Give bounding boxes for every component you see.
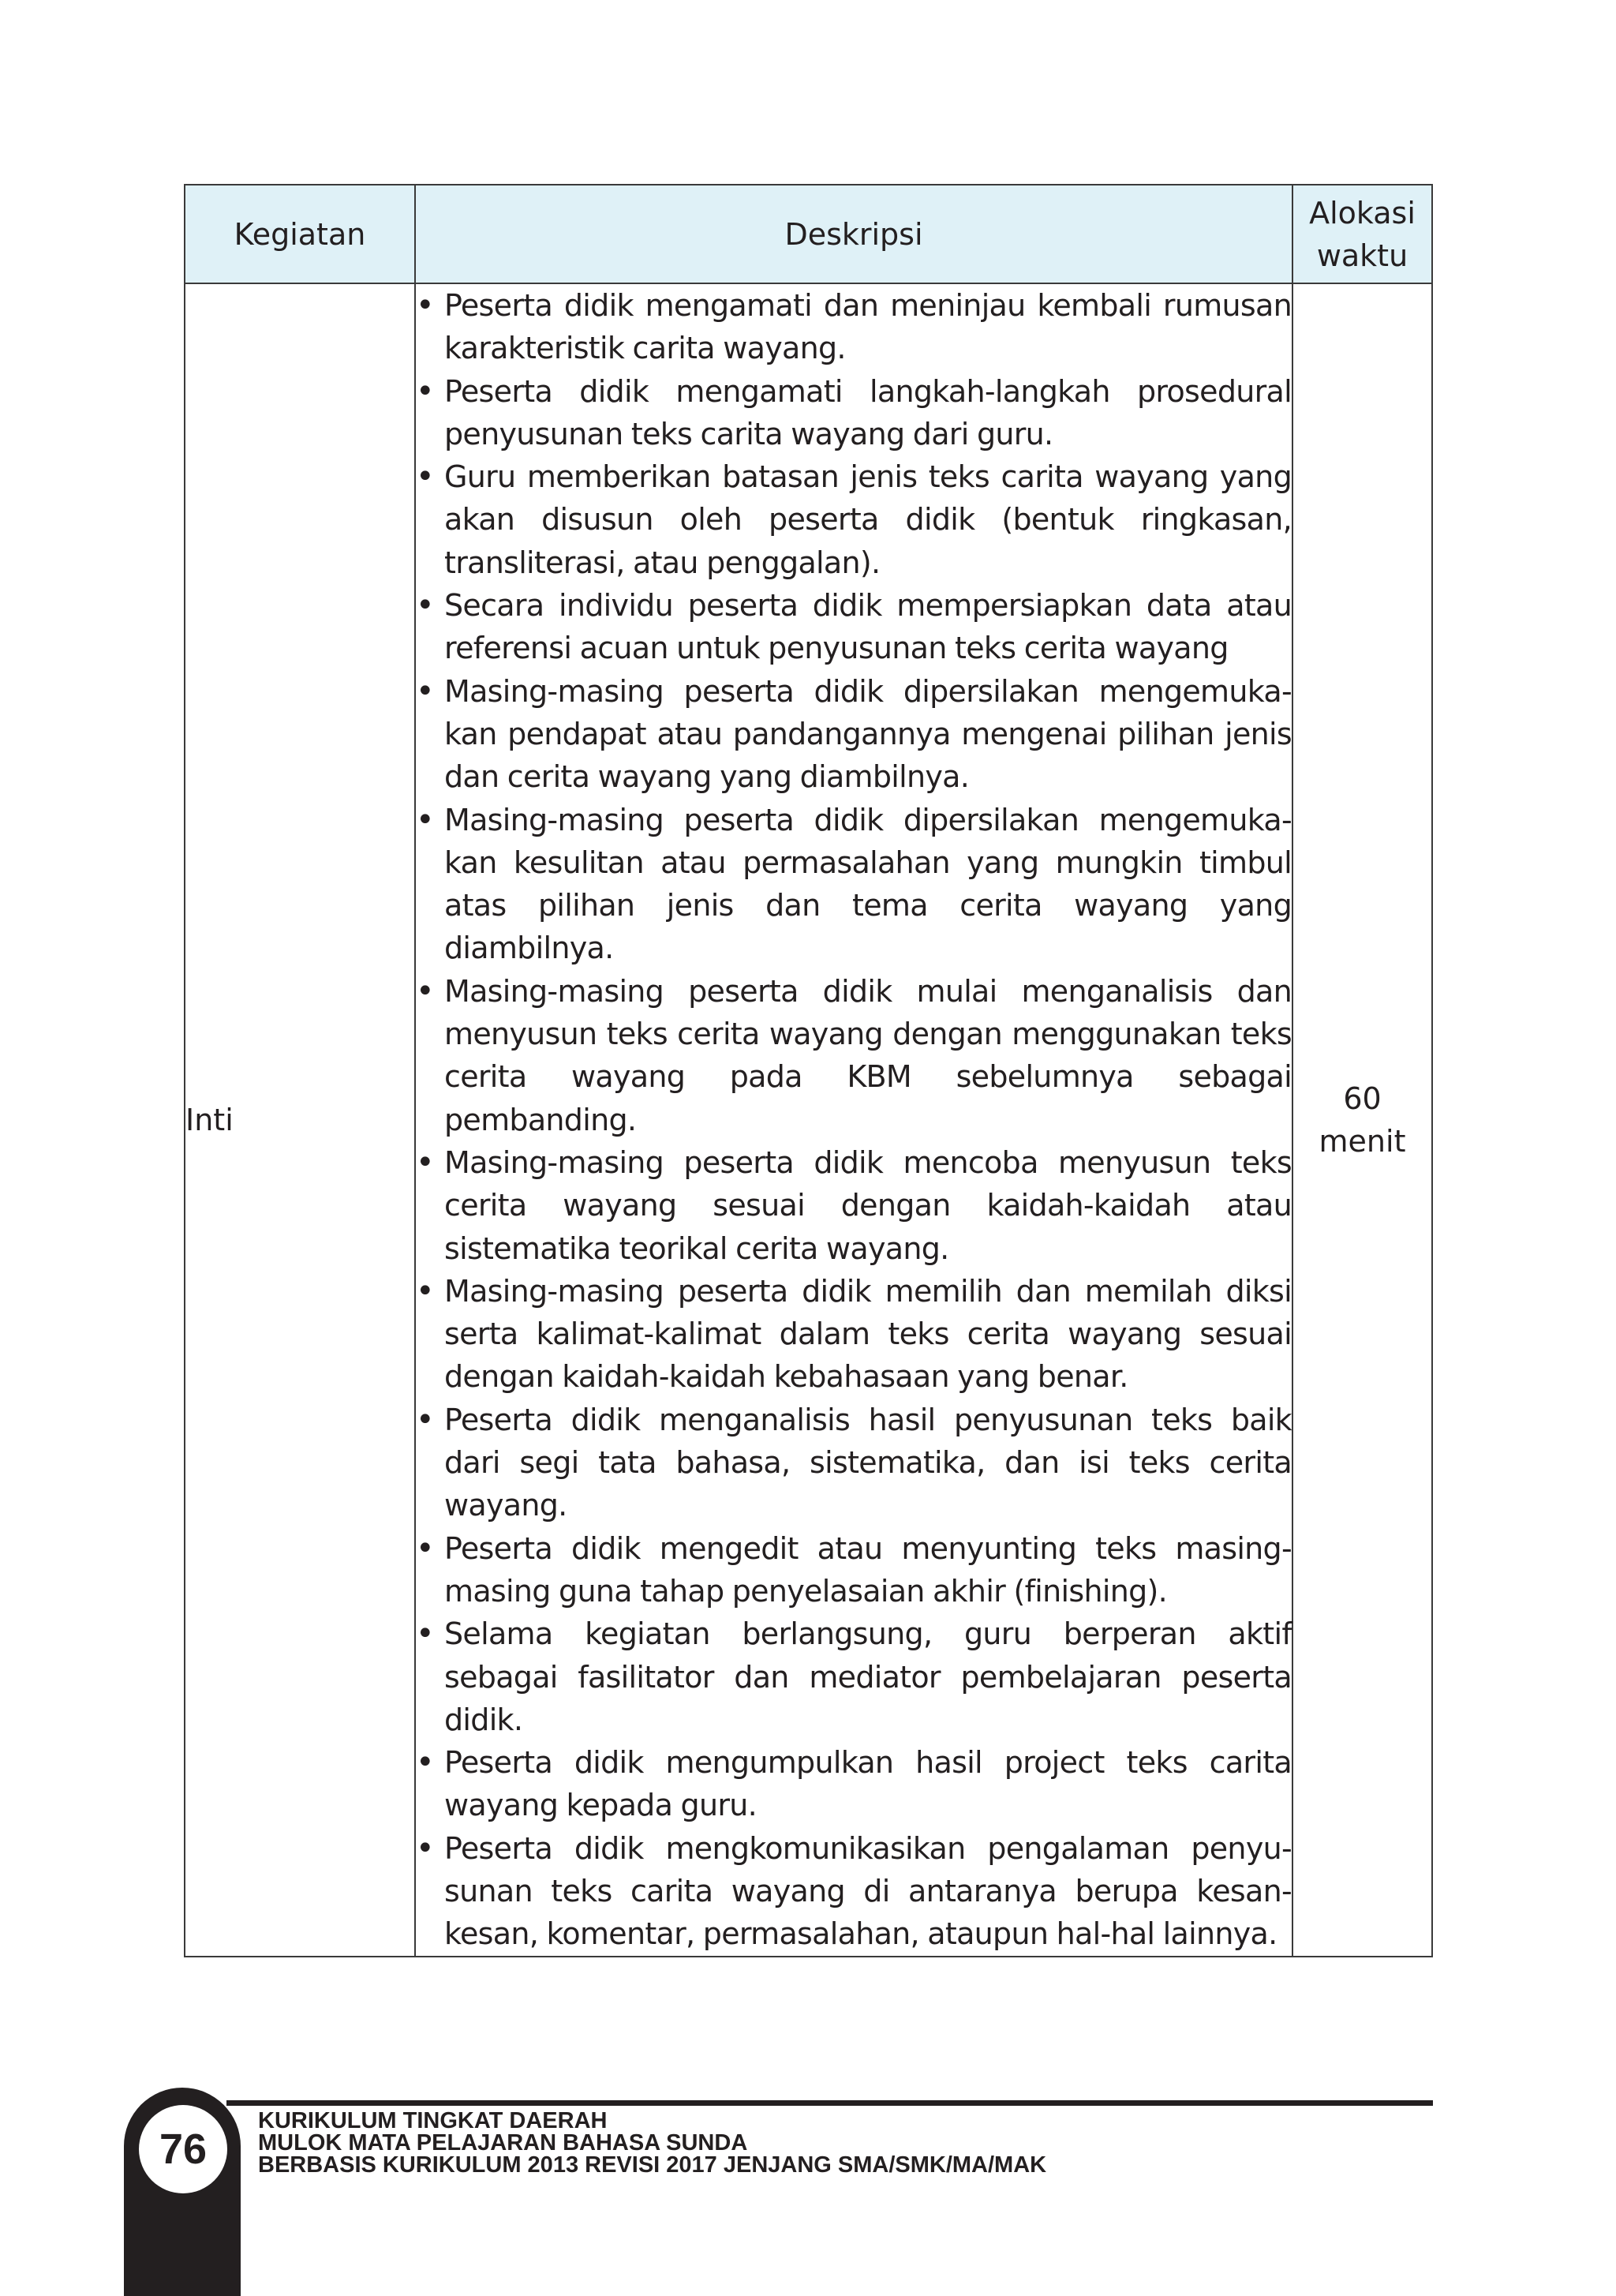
alokasi-unit: menit [1319, 1123, 1406, 1159]
list-item: • Masing-masing peserta didik dipersilakan mengemuka-kan kesulitan atau permasalahan yang mungkin timbul atas pilihan jenis dan tema cerita wayang yang diambilnya. [416, 799, 1292, 970]
list-item: • Masing-masing peserta didik dipersilakan mengemuka-kan pendapat atau pandangannya mengenai pilihan jenis dan cerita wayang yang diambilnya. [416, 670, 1292, 799]
kegiatan-cell: Inti [185, 283, 415, 1957]
footer-line-2: MULOK MATA PELAJARAN BAHASA SUNDA [258, 2130, 748, 2156]
table-header-row [185, 185, 1432, 283]
header-alokasi-waktu [1292, 185, 1432, 283]
header-deskripsi: Deskripsi [415, 185, 1292, 283]
list-item: • Peserta didik mengedit atau menyunting teks masing-masing guna tahap penyelasaian akhir (finishing). [416, 1527, 1292, 1613]
list-item: • Peserta didik mengamati dan meninjau kembali rumusan karakteristik carita wayang. [416, 284, 1292, 370]
list-item: • Peserta didik mengkomunikasikan pengalaman penyu-sunan teks carita wayang di antaranya berupa kesan-kesan, komentar, permasalahan, ataupun hal-hal lainnya. [416, 1827, 1292, 1956]
header-kegiatan: Kegiatan [185, 185, 415, 283]
list-item: • Guru memberikan batasan jenis teks carita wayang yang akan disusun oleh peserta didik (bentuk ringkasan, transliterasi, atau penggalan). [416, 455, 1292, 584]
list-item: • Selama kegiatan berlangsung, guru berperan aktif sebagai fasilitator dan mediator pembelajaran peserta didik. [416, 1612, 1292, 1741]
list-item: • Masing-masing peserta didik memilih dan memilah diksi serta kalimat-kalimat dalam teks cerita wayang sesuai dengan kaidah-kaidah kebahasaan yang benar. [416, 1270, 1292, 1399]
list-item: • Peserta didik menganalisis hasil penyusunan teks baik dari segi tata bahasa, sistematika, dan isi teks cerita wayang. [416, 1399, 1292, 1527]
list-item: • Peserta didik mengamati langkah-langkah prosedural penyusunan teks carita wayang dari guru. [416, 370, 1292, 456]
list-item: • Masing-masing peserta didik mulai menganalisis dan menyusun teks cerita wayang dengan menggunakan teks cerita wayang pada KBM sebelumnya sebagai pembanding. [416, 970, 1292, 1141]
footer-line-1: KURIKULUM TINGKAT DAERAH [258, 2108, 608, 2133]
alokasi-value: 60 [1343, 1081, 1382, 1116]
list-item: • Masing-masing peserta didik mencoba menyusun teks cerita wayang sesuai dengan kaidah-kaidah atau sistematika teorikal cerita wayang. [416, 1141, 1292, 1270]
page-number: 76 [139, 2105, 227, 2193]
table-row [185, 283, 1432, 1957]
footer-divider [226, 2100, 1433, 2106]
header-alokasi-line1: Alokasi [1309, 195, 1416, 230]
deskripsi-list [416, 284, 1292, 1956]
footer-title-block [258, 2110, 1046, 2176]
footer-line-3: BERBASIS KURIKULUM 2013 REVISI 2017 JENJANG SMA/SMK/MA/MAK [258, 2152, 1047, 2178]
deskripsi-cell [415, 283, 1292, 1957]
list-item: • Peserta didik mengumpulkan hasil project teks carita wayang kepada guru. [416, 1741, 1292, 1827]
list-item: • Secara individu peserta didik mempersiapkan data atau referensi acuan untuk penyusunan teks cerita wayang [416, 584, 1292, 670]
header-alokasi-line2: waktu [1316, 238, 1408, 273]
activity-table [184, 184, 1433, 1957]
alokasi-cell [1292, 283, 1432, 1957]
